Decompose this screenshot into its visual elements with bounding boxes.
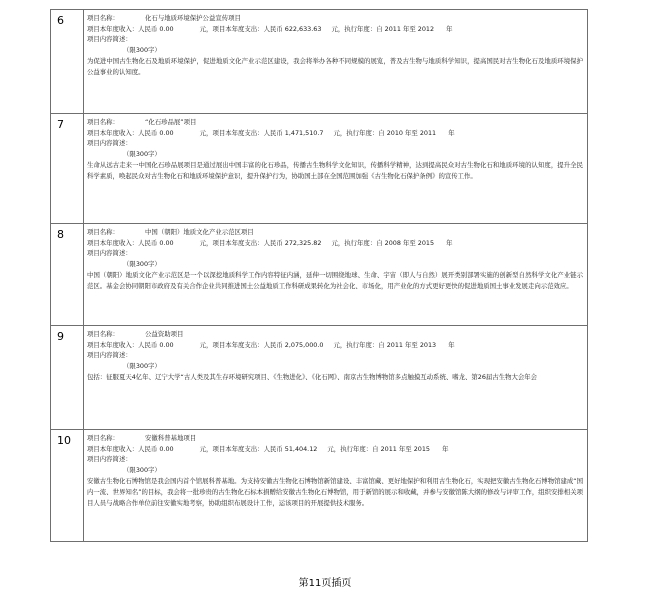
project-name: 公益资助项目 <box>145 330 184 338</box>
project-start-year: 2011 <box>384 24 401 33</box>
project-start-year: 2011 <box>380 444 397 453</box>
project-expense: 1,471,510.7 <box>284 128 324 137</box>
year-label: 年 <box>446 238 453 247</box>
project-content-line <box>87 454 583 465</box>
project-name-label: 项目名称： <box>87 118 119 126</box>
project-content-line <box>87 248 583 259</box>
project-finance-line <box>87 128 583 139</box>
project-start-year: 2008 <box>384 238 401 247</box>
project-income: 0.00 <box>159 128 174 137</box>
content-label: 项目内容简述： <box>87 455 132 464</box>
project-start-year: 2011 <box>386 340 403 349</box>
project-content-line <box>87 34 583 45</box>
project-end-year: 2011 <box>419 128 437 137</box>
word-limit-label: （限300字） <box>123 361 161 370</box>
period-to-label: 年至 <box>398 444 412 453</box>
income-label: 项目本年度收入：人民币 <box>87 444 158 453</box>
project-number: 10 <box>51 430 84 542</box>
period-to-label: 年至 <box>405 128 418 137</box>
project-name: 安徽科普基地项目 <box>145 434 197 442</box>
period-to-label: 年至 <box>402 238 416 247</box>
word-limit-label: （限300字） <box>123 259 161 268</box>
project-name-label: 项目名称： <box>87 228 119 236</box>
project-row <box>51 430 588 542</box>
period-label: 元，执行年度：自 <box>331 24 383 33</box>
project-description: 生命从远古走来一中国化石珍品展项目是通过展出中国丰富的化石珍品，传播古生物科学文化知识，传播科学精神，达到提高民众对古生物化石和地质环境的认知度，提升全民科学素质，唤起民众对古生物化石和地质环境保护意识，提升保护行为，协助国土部在全国范围加强《古生物化石保护条例》的宣传工作。 <box>87 161 583 180</box>
word-limit-line <box>87 361 583 372</box>
project-end-year: 2015 <box>413 444 430 453</box>
word-limit-line <box>87 259 583 270</box>
period-label: 元，执行年度：自 <box>333 128 385 137</box>
project-name-line <box>87 329 583 340</box>
project-details <box>84 326 588 430</box>
year-label: 年 <box>442 444 449 453</box>
project-expense: 51,404.12 <box>284 444 318 453</box>
project-name-label: 项目名称： <box>87 330 119 338</box>
period-label: 元，执行年度：自 <box>331 238 383 247</box>
word-limit-line <box>87 45 583 56</box>
project-income: 0.00 <box>159 444 174 453</box>
project-name-line <box>87 227 583 238</box>
project-finance-line <box>87 340 583 351</box>
project-name-line <box>87 13 583 24</box>
year-label: 年 <box>448 128 455 137</box>
project-content-line <box>87 138 583 149</box>
project-description: 包括：征服夏天4亿年、辽宁大学“古人类及其生存环境研究项目、《生物进化》、《化石网》、南京古生物博物馆多点触摸互动系统、嗜龙、第26届古生物大会年会 <box>87 373 538 382</box>
project-end-year: 2015 <box>417 238 435 247</box>
project-income: 0.00 <box>159 24 174 33</box>
project-name-line <box>87 117 583 128</box>
project-expense: 272,325.82 <box>284 238 322 247</box>
project-number: 6 <box>51 10 84 114</box>
project-start-year: 2010 <box>386 128 403 137</box>
project-row <box>51 114 588 224</box>
project-finance-line <box>87 238 583 249</box>
project-name: “化石珍品展”项目 <box>145 118 197 126</box>
project-details <box>84 224 588 326</box>
project-details <box>84 114 588 224</box>
project-name-label: 项目名称： <box>87 14 119 22</box>
project-end-year: 2013 <box>419 340 437 349</box>
project-income: 0.00 <box>159 340 174 349</box>
content-label: 项目内容简述： <box>87 139 132 148</box>
project-row <box>51 224 588 326</box>
word-limit-label: （限300字） <box>123 465 161 474</box>
project-row <box>51 10 588 114</box>
income-label: 项目本年度收入：人民币 <box>87 24 158 33</box>
project-number: 9 <box>51 326 84 430</box>
word-limit-line <box>87 465 583 476</box>
project-content-line <box>87 350 583 361</box>
project-table <box>50 9 588 542</box>
project-finance-line <box>87 24 583 35</box>
income-label: 项目本年度收入：人民币 <box>87 128 158 137</box>
expense-label: 元，项目本年度支出：人民币 <box>199 238 283 247</box>
project-details <box>84 430 588 542</box>
project-number: 8 <box>51 224 84 326</box>
period-to-label: 年至 <box>402 24 416 33</box>
word-limit-label: （限300字） <box>123 149 161 158</box>
project-name-label: 项目名称： <box>87 434 119 442</box>
expense-label: 元，项目本年度支出：人民币 <box>199 444 283 453</box>
project-end-year: 2012 <box>417 24 435 33</box>
project-description: 中国（朝阳）地质文化产业示范区是一个以深挖地质科学工作内容特征内涵，延伸一切围绕地球、生命、宇宙（即人与自然）展开类别部署实施的创新型自然科学文化产业链示范区。基金会协同朝阳市政府及有关合作企业共同推进国土公益地质工作科研成果转化为社会化、市场化，用产业化的方式更好更快的促进地质国土事业发展走向示范效应。 <box>87 271 583 290</box>
income-label: 项目本年度收入：人民币 <box>87 238 158 247</box>
project-expense: 622,633.63 <box>284 24 322 33</box>
project-details <box>84 10 588 114</box>
page-footer: 第11页插页 <box>298 578 352 589</box>
period-label: 元，执行年度：自 <box>333 340 385 349</box>
project-income: 0.00 <box>159 238 174 247</box>
project-expense: 2,075,000.0 <box>284 340 324 349</box>
project-row <box>51 326 588 430</box>
project-name-line <box>87 433 583 444</box>
project-number: 7 <box>51 114 84 224</box>
project-description: 安徽古生物化石博物馆是我会国内首个馆展科普基地。为支持安徽古生物化石博物馆新馆建设、丰富馆藏、更好地保护和利用古生物化石，实现把安徽古生物化石博物馆建成“国内一流、世界知名”的目标，我会将一批珍贵的古生物化石标本捐赠给安徽古生物化石博物馆，用于新馆的展示和收藏，并参与安徽馆陈大纲的修改与评审工作，组织安排相关项目人员与战略合作单位前往安徽实地考察，协助组织布展设计工作，运该项目的开展提供技术服务。 <box>87 477 583 507</box>
project-name: 化石与地质环境保护公益宣传项目 <box>145 14 241 22</box>
period-label: 元，执行年度：自 <box>327 444 379 453</box>
expense-label: 元，项目本年度支出：人民币 <box>199 340 283 349</box>
word-limit-label: （限300字） <box>123 45 161 54</box>
period-to-label: 年至 <box>405 340 418 349</box>
content-label: 项目内容简述： <box>87 35 132 44</box>
year-label: 年 <box>446 24 453 33</box>
content-label: 项目内容简述： <box>87 249 132 258</box>
word-limit-line <box>87 149 583 160</box>
project-name: 中国（朝阳）地质文化产业示范区项目 <box>145 228 254 236</box>
project-finance-line <box>87 444 583 455</box>
expense-label: 元，项目本年度支出：人民币 <box>199 24 283 33</box>
income-label: 项目本年度收入：人民币 <box>87 340 158 349</box>
year-label: 年 <box>448 340 455 349</box>
expense-label: 元，项目本年度支出：人民币 <box>199 128 283 137</box>
content-label: 项目内容简述： <box>87 351 132 360</box>
project-description: 为促进中国古生物化石及地质环境保护，促进地质文化产业示范区建设，我会将举办各种不同规模的展览，普及古生物与地质科学知识，提高国民对古生物化石及地质环境保护公益事业的认知度。 <box>87 57 583 76</box>
